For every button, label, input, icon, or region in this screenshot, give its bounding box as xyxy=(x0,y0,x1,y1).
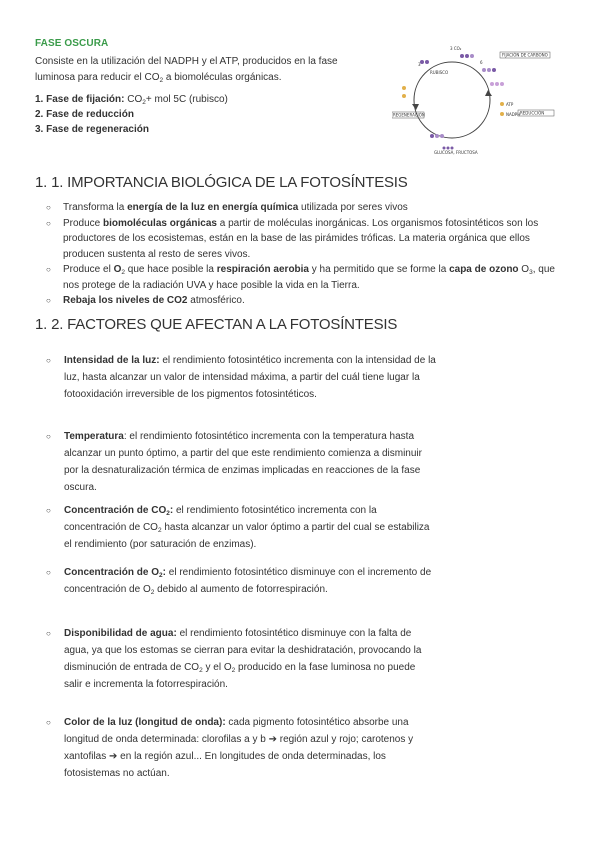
rubisco-label: RUBISCO xyxy=(430,70,449,75)
factor-color-luz: ○ Color de la luz (longitud de onda): cada pigmento fotosintético absorbe una longitud de onda determinada: clorofilas a y b ➔ región azul y rojo; carotenos y xantofilas ➔ en la región azul... En longitudes de onda determinadas, los fotosistemas no actúan. xyxy=(36,714,436,782)
list-item: ○ Produce biomoléculas orgánicas a partir de moléculas inorgánicas. Los organismos fotosintéticos son los productores de los ecosistemas, están en la base de las pirámides tróficas. La materia orgánica que ellos producen sustenta al resto de seres vivos. xyxy=(35,216,565,263)
cycle-arrow xyxy=(485,90,492,96)
phase-list xyxy=(35,92,228,137)
phase-regeneracion: 3. Fase de regeneración xyxy=(35,124,149,135)
cycle-arrow xyxy=(412,104,419,110)
factor-agua: ○ Disponibilidad de agua: el rendimiento fotosintético disminuye con la falta de agua, ya que los estomas se cierran para evitar la deshidratación, provocando la disminución de entrada de $CO_2$ y el $O_2$ producido en la fase luminosa no puede salir e incrementa la fotorrespiración. xyxy=(36,625,436,693)
count-three: 3 xyxy=(418,62,421,67)
list-item: ○ Produce el $O_2$ que hace posible la respiración aerobia y ha permitido que se forme la capa de ozono $O_3$, que nos protege de la radiación UVA y hace posible la vida en la Tierra. xyxy=(35,262,565,293)
factor-co2: ○ Concentración de $CO_2$: el rendimiento fotosintético incrementa con la concentración de $CO_2$ hasta alcanzar un valor óptimo a partir del cual se estabiliza el rendimiento (por saturación de enzimas). xyxy=(36,502,436,553)
fase-oscura-intro: Consiste en la utilización del NADPH y el ATP, producidos en la fase luminosa para reducir el $CO_2$ a biomoléculas orgánicas. xyxy=(35,56,338,84)
section2-title: 1. 2. FACTORES QUE AFECTAN A LA FOTOSÍNTESIS xyxy=(35,316,398,333)
section1-title: 1. 1. IMPORTANCIA BIOLÓGICA DE LA FOTOSÍNTESIS xyxy=(35,174,408,191)
fijacion-label: FIJACIÓN DE CARBONO xyxy=(502,52,548,58)
atp-label: ATP xyxy=(506,102,514,107)
phase-fijacion: 1. Fase de fijación: $CO_2+$ mol 5C (rubisco) xyxy=(35,94,228,106)
factor-temperatura: ○ Temperatura: el rendimiento fotosintético incrementa con la temperatura hasta alcanzar un punto óptimo, a partir del que este rendimiento comienza a disminuir por la desnaturalización térmica de enzimas implicadas en reacciones de la fase oscura. xyxy=(36,428,436,496)
factor-intensidad-luz: ○ Intensidad de la luz: el rendimiento fotosintético incrementa con la intensidad de la luz, hasta alcanzar un valor de intensidad máxima, a partir del cuál tiene lugar la fotooxidación irreversible de los pigmentos fotosintéticos. xyxy=(36,352,436,403)
list-item: ○ Transforma la energía de la luz en energía química utilizada por seres vivos xyxy=(35,200,565,216)
molecule-dots xyxy=(402,54,504,150)
calvin-cycle-diagram xyxy=(392,40,562,160)
factor-o2: ○ Concentración de $O_2$: el rendimiento fotosintético disminuye con el incremento de concentración de $O_2$ debido al aumento de fotorrespiración. xyxy=(36,564,436,598)
count-six: 6 xyxy=(480,60,483,65)
glucosa-label: GLUCOSA, FRUCTOSA xyxy=(434,150,478,155)
cycle-ring xyxy=(414,62,490,138)
reduccion-label: REDUCCIÓN xyxy=(520,110,545,116)
nadph-label: NADPH xyxy=(506,112,521,117)
fase-oscura-title: FASE OSCURA xyxy=(35,38,109,49)
regeneracion-label: REGENERACIÓN xyxy=(393,112,425,118)
diagram-labels xyxy=(392,46,554,155)
phase-reduccion: 2. Fase de reducción xyxy=(35,109,134,120)
co2-label: 3 CO₂ xyxy=(450,46,462,51)
list-item: ○ Rebaja los niveles de CO2 atmosférico. xyxy=(35,293,565,309)
importance-list xyxy=(35,200,565,309)
